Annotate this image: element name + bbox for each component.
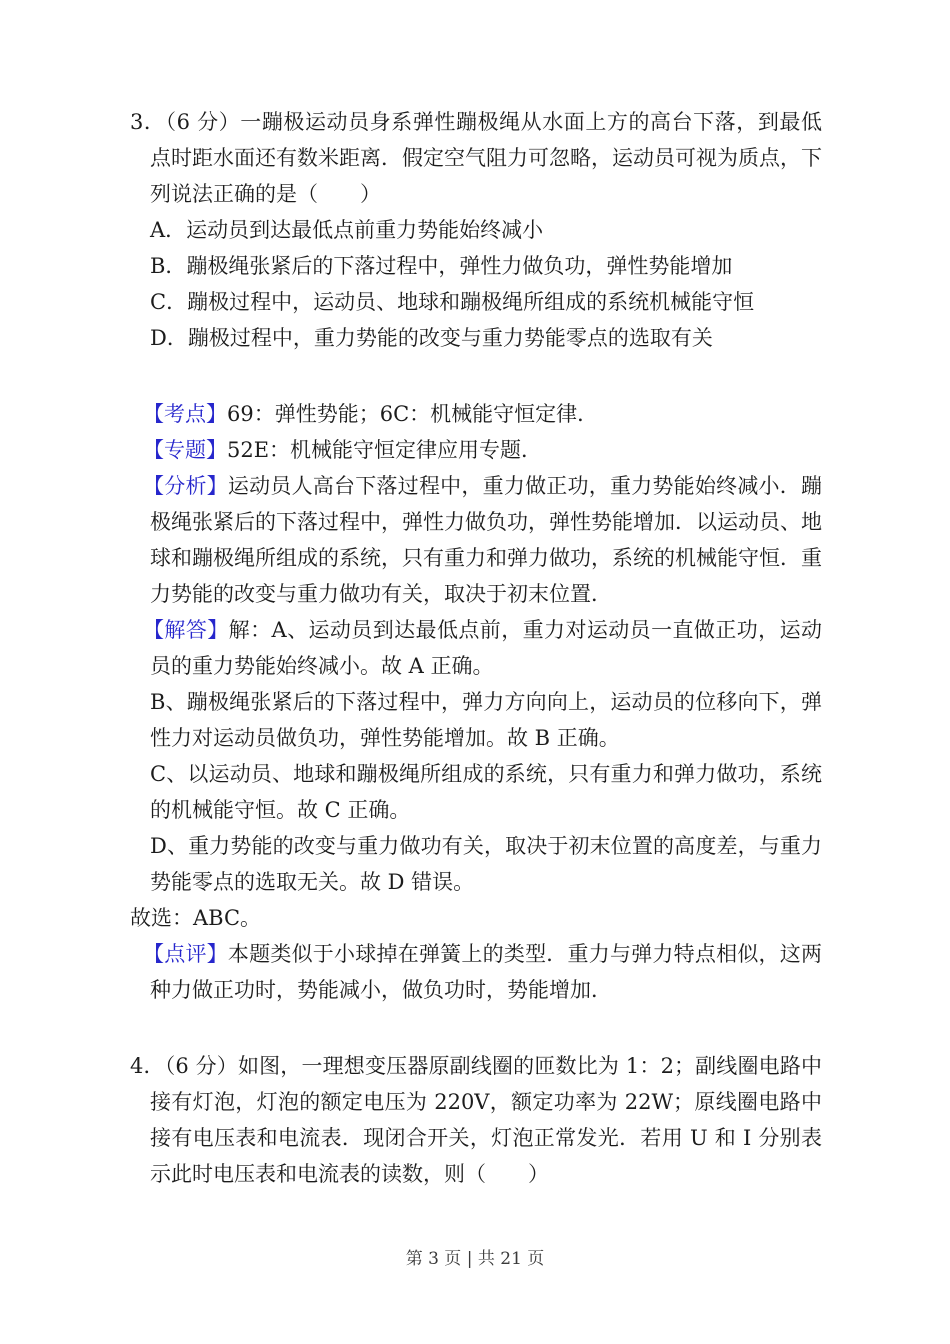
zhuanti-text: 52E：机械能守恒定律应用专题．: [227, 438, 543, 462]
kaodian-line: [143, 396, 822, 432]
kaodian-text: 69：弹性势能；6C：机械能守恒定律．: [227, 402, 599, 426]
zhuanti-line: [143, 432, 822, 468]
answer-conclusion: 故选：ABC。: [130, 906, 262, 930]
question-4: [130, 1048, 822, 1192]
question-3-option-b: [150, 248, 822, 284]
fenxi-text: 运动员人高台下落过程中，重力做正功，重力势能始终减小．蹦极绳张紧后的下落过程中，弹性力做负功，弹性势能增加．以运动员、地球和蹦极绳所组成的系统，只有重力和弹力做功，系统的机械能守恒．重力势能的改变与重力做功有关，取决于初末位置．: [150, 474, 823, 606]
kaodian-label: 【考点】: [143, 402, 227, 426]
question-3-number: 3．: [130, 110, 166, 134]
jieda-line: [143, 612, 822, 684]
question-4-stem-text: （6 分）如图，一理想变压器原副线圈的匝数比为 1：2；副线圈电路中接有灯泡，灯泡的额定电压为 220V，额定功率为 22W；原线圈电路中接有电压表和电流表．现闭合开关，灯泡正常发光．若用 U 和 I 分别表示此时电压表和电流表的读数，则（ ）: [150, 1054, 822, 1186]
question-4-stem: [130, 1048, 822, 1192]
dianping-text: 本题类似于小球掉在弹簧上的类型．重力与弹力特点相似，这两种力做正功时，势能减小，做负功时，势能增加．: [150, 942, 823, 1002]
dianping-label: 【点评】: [143, 942, 228, 966]
page-number-text: 第 3 页 | 共 21 页: [405, 1249, 545, 1269]
jieda-step-c: C、以运动员、地球和蹦极绳所组成的系统，只有重力和弹力做功，系统的机械能守恒。故 C 正确。: [150, 762, 822, 822]
option-a-label: A．: [150, 218, 187, 242]
page-footer: [0, 1248, 950, 1270]
jieda-step-d: D、重力势能的改变与重力做功有关，取决于初末位置的高度差，与重力势能零点的选取无关。故 D 错误。: [150, 834, 822, 894]
question-3-stem-text: （6 分）一蹦极运动员身系弹性蹦极绳从水面上方的高台下落，到最低点时距水面还有数米距离．假定空气阻力可忽略，运动员可视为质点，下列说法正确的是（ ）: [150, 110, 822, 206]
question-3: [130, 104, 822, 356]
jieda-step-a: 解：A、运动员到达最低点前，重力对运动员一直做正功，运动员的重力势能始终减小。故 A 正确。: [150, 618, 822, 678]
question-3-stem: [130, 104, 822, 212]
question-3-analysis: [130, 396, 823, 1008]
option-c-text: 蹦极过程中，运动员、地球和蹦极绳所组成的系统机械能守恒: [187, 290, 755, 314]
dianping-line: [143, 936, 823, 1008]
page-content: [130, 104, 823, 1192]
question-3-option-a: [150, 212, 822, 248]
question-3-option-c: [150, 284, 822, 320]
option-a-text: 运动员到达最低点前重力势能始终减小: [186, 218, 544, 242]
jieda-label: 【解答】: [143, 618, 229, 642]
option-b-label: B．: [150, 254, 187, 278]
zhuanti-label: 【专题】: [143, 438, 227, 462]
question-4-number: 4．: [130, 1054, 165, 1078]
question-3-option-d: [150, 320, 822, 356]
fenxi-label: 【分析】: [143, 474, 228, 498]
jieda-step-b: B、蹦极绳张紧后的下落过程中，弹力方向向上，运动员的位移向下，弹性力对运动员做负功，弹性势能增加。故 B 正确。: [150, 690, 822, 750]
fenxi-line: [143, 468, 823, 612]
option-c-label: C．: [150, 290, 188, 314]
option-b-text: 蹦极绳张紧后的下落过程中，弹性力做负功，弹性势能增加: [186, 254, 733, 278]
option-d-label: D．: [150, 326, 188, 350]
option-d-text: 蹦极过程中，重力势能的改变与重力势能零点的选取有关: [187, 326, 713, 350]
